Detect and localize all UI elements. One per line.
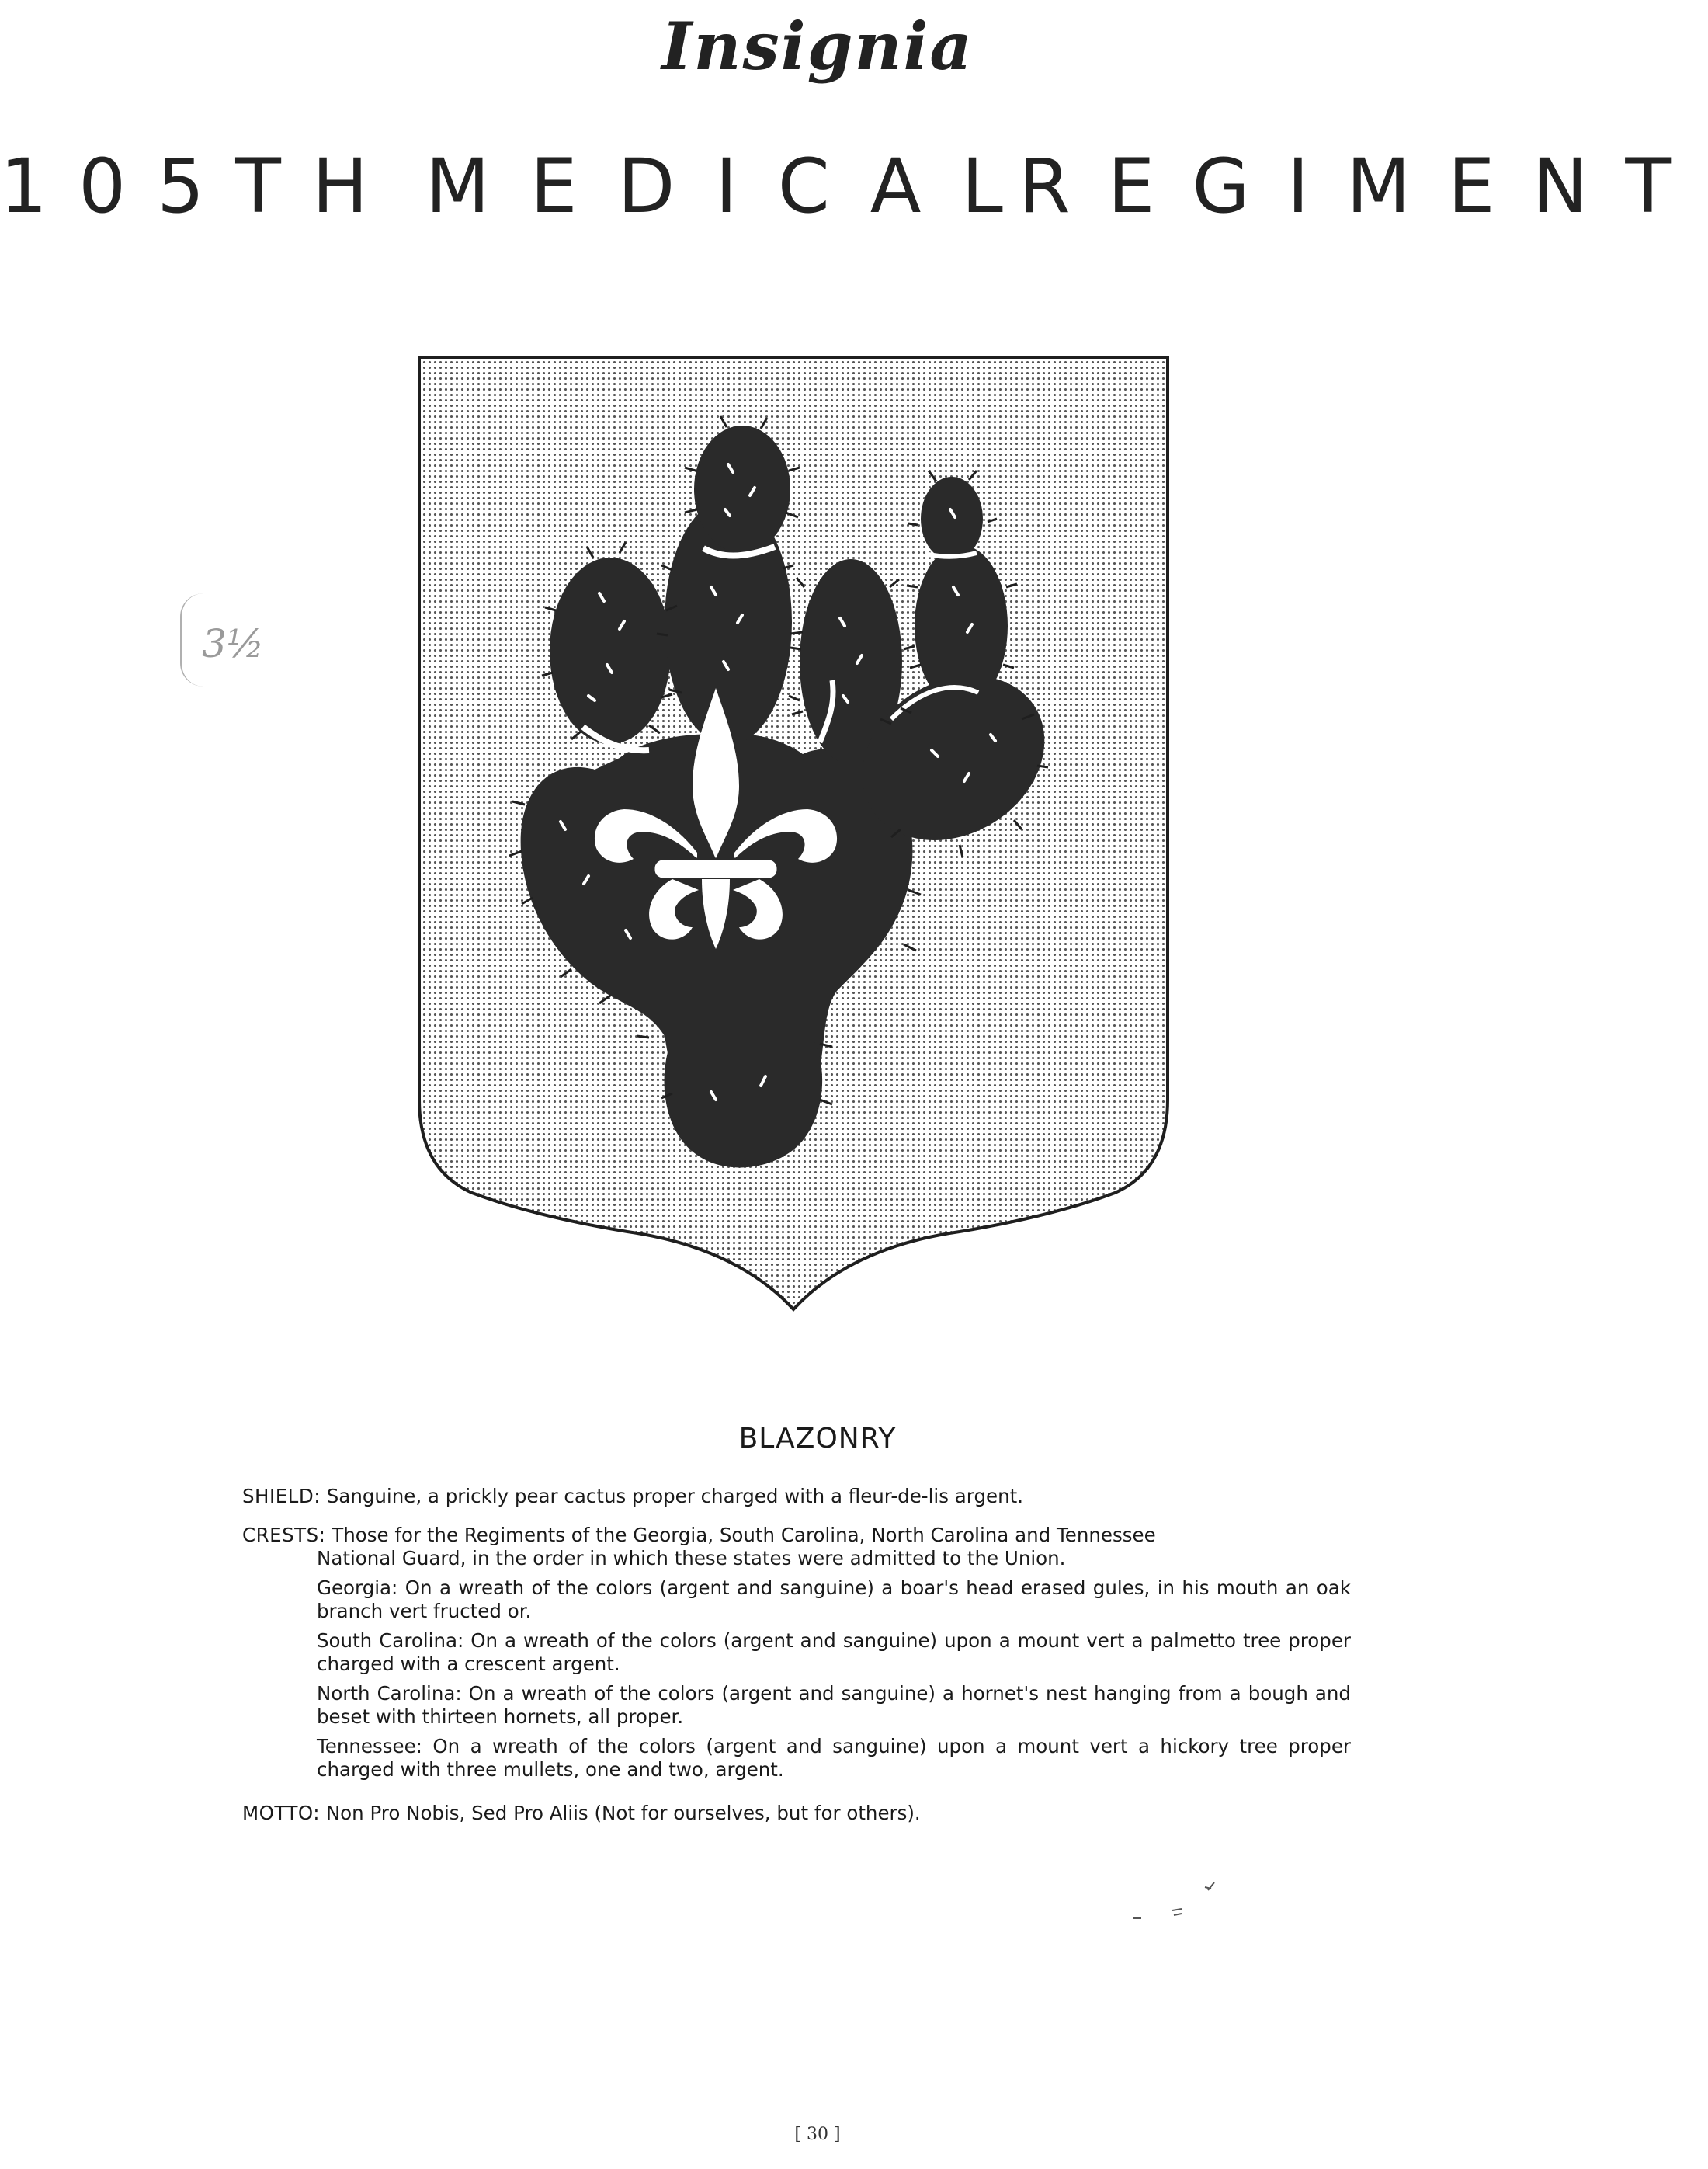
- shield-description: Sanguine, a prickly pear cactus proper charged with a fleur-de-lis argent.: [326, 1485, 1023, 1507]
- cactus-top-pad: [694, 426, 790, 553]
- crest-north-carolina: [242, 1682, 1351, 1729]
- crest-description: On a wreath of the colors (argent and sanguine) upon a mount vert a palmetto tree proper charged with a crescent argent.: [317, 1629, 1351, 1675]
- title-word-regiment: REGIMENT: [1019, 143, 1708, 230]
- page-number: [ 30 ]: [794, 2125, 841, 2144]
- crests-label: CRESTS:: [242, 1524, 326, 1546]
- fleur-band: [654, 859, 778, 879]
- title-word-medical: MEDICAL: [425, 143, 1043, 230]
- shield-entry: [242, 1485, 1351, 1508]
- crests-intro-line1: Those for the Regiments of the Georgia, South Carolina, North Carolina and Tennessee: [332, 1524, 1156, 1546]
- cactus-far-right-top-pad: [921, 477, 983, 561]
- title-word-number: 105TH: [0, 143, 400, 230]
- crest-description: On a wreath of the colors (argent and sanguine) a hornet's nest hanging from a bough and beset with thirteen hornets, all proper.: [317, 1682, 1351, 1728]
- crest-georgia: [242, 1576, 1351, 1623]
- crest-tennessee: [242, 1735, 1351, 1781]
- shield-label: SHIELD:: [242, 1485, 321, 1507]
- blazonry-heading: BLAZONRY: [738, 1423, 897, 1455]
- regimental-shield: [416, 354, 1180, 1319]
- motto-text: Non Pro Nobis, Sed Pro Aliis (Not for ourselves, but for others).: [325, 1802, 921, 1824]
- crest-state-label: North Carolina:: [317, 1682, 462, 1705]
- crest-state-label: South Carolina:: [317, 1629, 464, 1652]
- crests-intro-line2: National Guard, in the order in which these states were admitted to the Union.: [317, 1547, 1066, 1569]
- crests-intro: [242, 1524, 1351, 1547]
- crest-state-label: Georgia:: [317, 1576, 398, 1599]
- motto-entry: [242, 1802, 1351, 1825]
- stray-pencil-marks: [1130, 1879, 1224, 1931]
- page-heading: Insignia: [661, 8, 974, 85]
- pencil-note: 3½: [202, 621, 265, 666]
- blazonry-text: [242, 1485, 1351, 1825]
- crest-state-label: Tennessee:: [317, 1735, 422, 1757]
- motto-label: MOTTO:: [242, 1802, 321, 1824]
- page-title: [0, 143, 1708, 230]
- crest-description: On a wreath of the colors (argent and sanguine) a boar's head erased gules, in his mouth an oak branch vert fructed or.: [317, 1576, 1351, 1622]
- cactus-left-pad: [550, 558, 671, 744]
- crest-south-carolina: [242, 1629, 1351, 1676]
- crests-entry: [242, 1524, 1351, 1781]
- crest-description: On a wreath of the colors (argent and sanguine) upon a mount vert a hickory tree proper charged with three mullets, one and two, argent.: [317, 1735, 1351, 1781]
